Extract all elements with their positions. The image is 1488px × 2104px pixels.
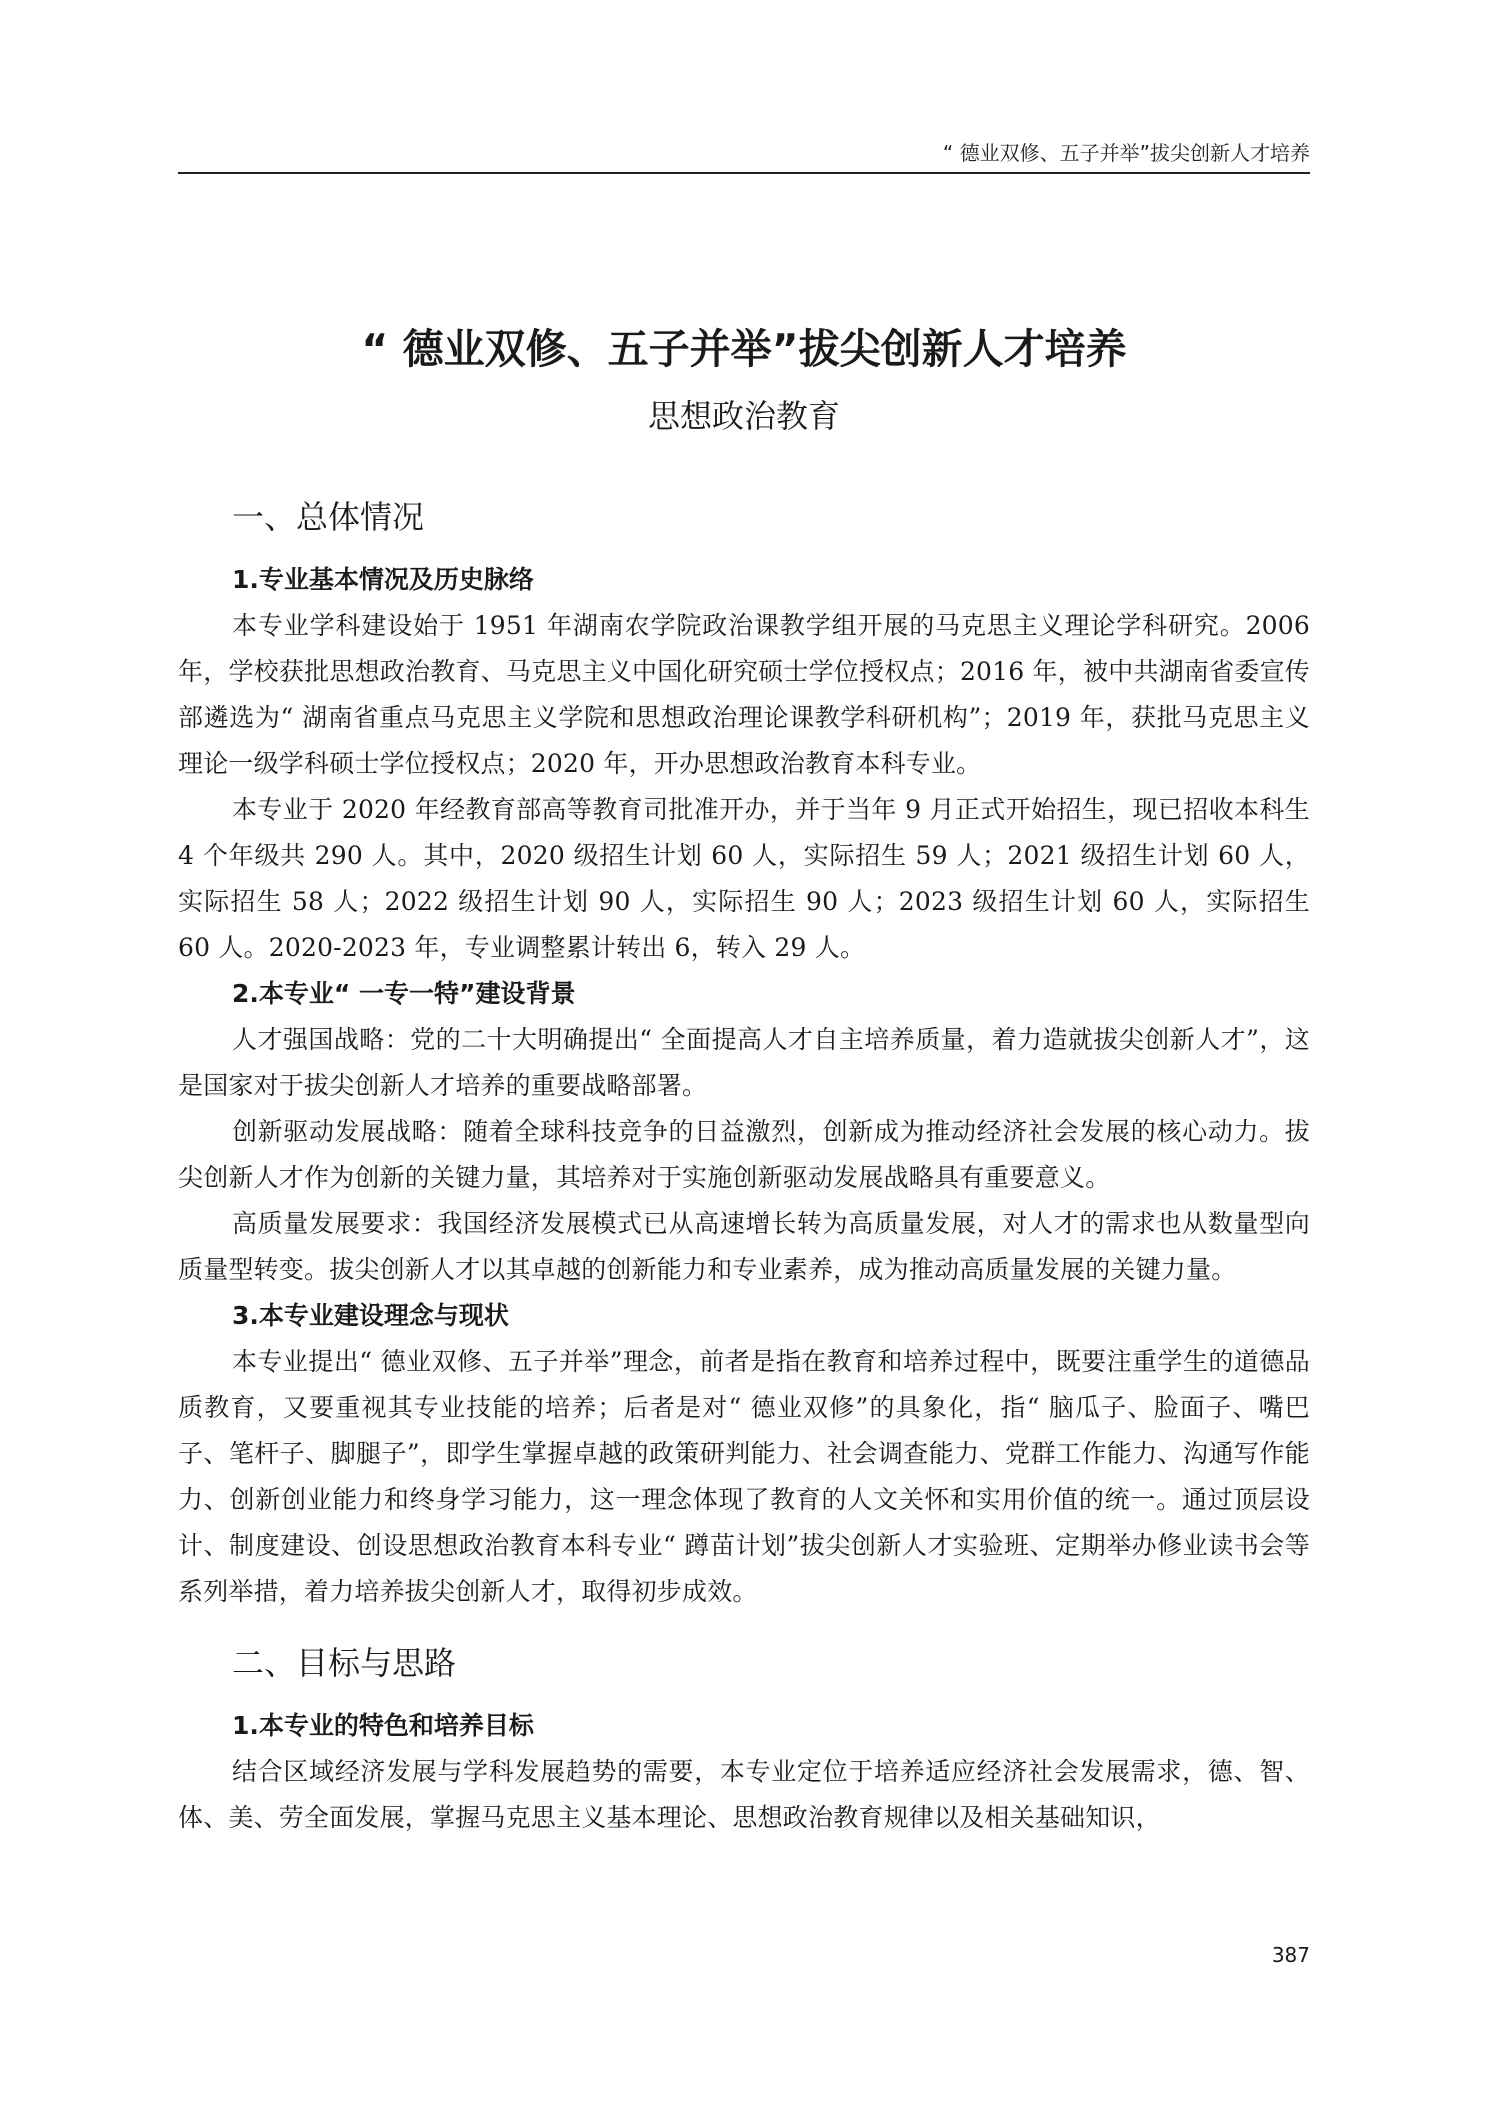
document-subtitle: 思想政治教育 <box>647 397 840 435</box>
section-heading: 一、总体情况 <box>232 498 425 536</box>
subsection-heading: 1.本专业的特色和培养目标 <box>232 1711 534 1740</box>
document-body <box>178 491 1310 1841</box>
subsection-heading: 3.本专业建设理念与现状 <box>232 1301 509 1330</box>
running-header-title: “ 德业双修、五子并举”拔尖创新人才培养 <box>942 141 1310 165</box>
running-header <box>178 138 1310 174</box>
paragraph: 高质量发展要求：我国经济发展模式已从高速增长转为高质量发展，对人才的需求也从数量型向质量型转变。拔尖创新人才以其卓越的创新能力和专业素养，成为推动高质量发展的关键力量。 <box>178 1209 1310 1284</box>
paragraph: 结合区域经济发展与学科发展趋势的需要，本专业定位于培养适应经济社会发展需求，德、智、体、美、劳全面发展，掌握马克思主义基本理论、思想政治教育规律以及相关基础知识， <box>178 1757 1310 1832</box>
subsection-heading: 1.专业基本情况及历史脉络 <box>232 565 534 594</box>
paragraph: 本专业提出“ 德业双修、五子并举”理念，前者是指在教育和培养过程中，既要注重学生的道德品质教育，又要重视其专业技能的培养；后者是对“ 德业双修”的具象化，指“ 脑瓜子、脸面子、嘴巴子、笔杆子、脚腿子”，即学生掌握卓越的政策研判能力、社会调查能力、党群工作能力、沟通写作能力、创新创业能力和终身学习能力，这一理念体现了教育的人文关怀和实用价值的统一。通过顶层设计、制度建设、创设思想政治教育本科专业“ 蹲苗计划”拔尖创新人才实验班、定期举办修业读书会等系列举措，着力培养拔尖创新人才，取得初步成效。 <box>178 1347 1310 1606</box>
paragraph: 人才强国战略：党的二十大明确提出“ 全面提高人才自主培养质量，着力造就拔尖创新人才”，这是国家对于拔尖创新人才培养的重要战略部署。 <box>178 1025 1310 1100</box>
paragraph: 本专业学科建设始于 1951 年湖南农学院政治课教学组开展的马克思主义理论学科研究。2006 年，学校获批思想政治教育、马克思主义中国化研究硕士学位授权点；2016 年，被中共湖南省委宣传部遴选为“ 湖南省重点马克思主义学院和思想政治理论课教学科研机构”；2019 年，获批马克思主义理论一级学科硕士学位授权点；2020 年，开办思想政治教育本科专业。 <box>178 611 1310 778</box>
paragraph: 创新驱动发展战略：随着全球科技竞争的日益激烈，创新成为推动经济社会发展的核心动力。拔尖创新人才作为创新的关键力量，其培养对于实施创新驱动发展战略具有重要意义。 <box>178 1117 1310 1192</box>
paragraph: 本专业于 2020 年经教育部高等教育司批准开办，并于当年 9 月正式开始招生，现已招收本科生 4 个年级共 290 人。其中，2020 级招生计划 60 人，实际招生 59 人；2021 级招生计划 60 人，实际招生 58 人；2022 级招生计划 90 人，实际招生 90 人；2023 级招生计划 60 人，实际招生 60 人。2020-2023 年，专业调整累计转出 6，转入 29 人。 <box>178 795 1310 962</box>
document-title: “ 德业双修、五子并举”拔尖创新人才培养 <box>361 325 1127 374</box>
section-heading: 二、目标与思路 <box>232 1644 457 1682</box>
page-number: 387 <box>1271 1943 1310 1967</box>
subsection-heading: 2.本专业“ 一专一特”建设背景 <box>232 979 576 1008</box>
